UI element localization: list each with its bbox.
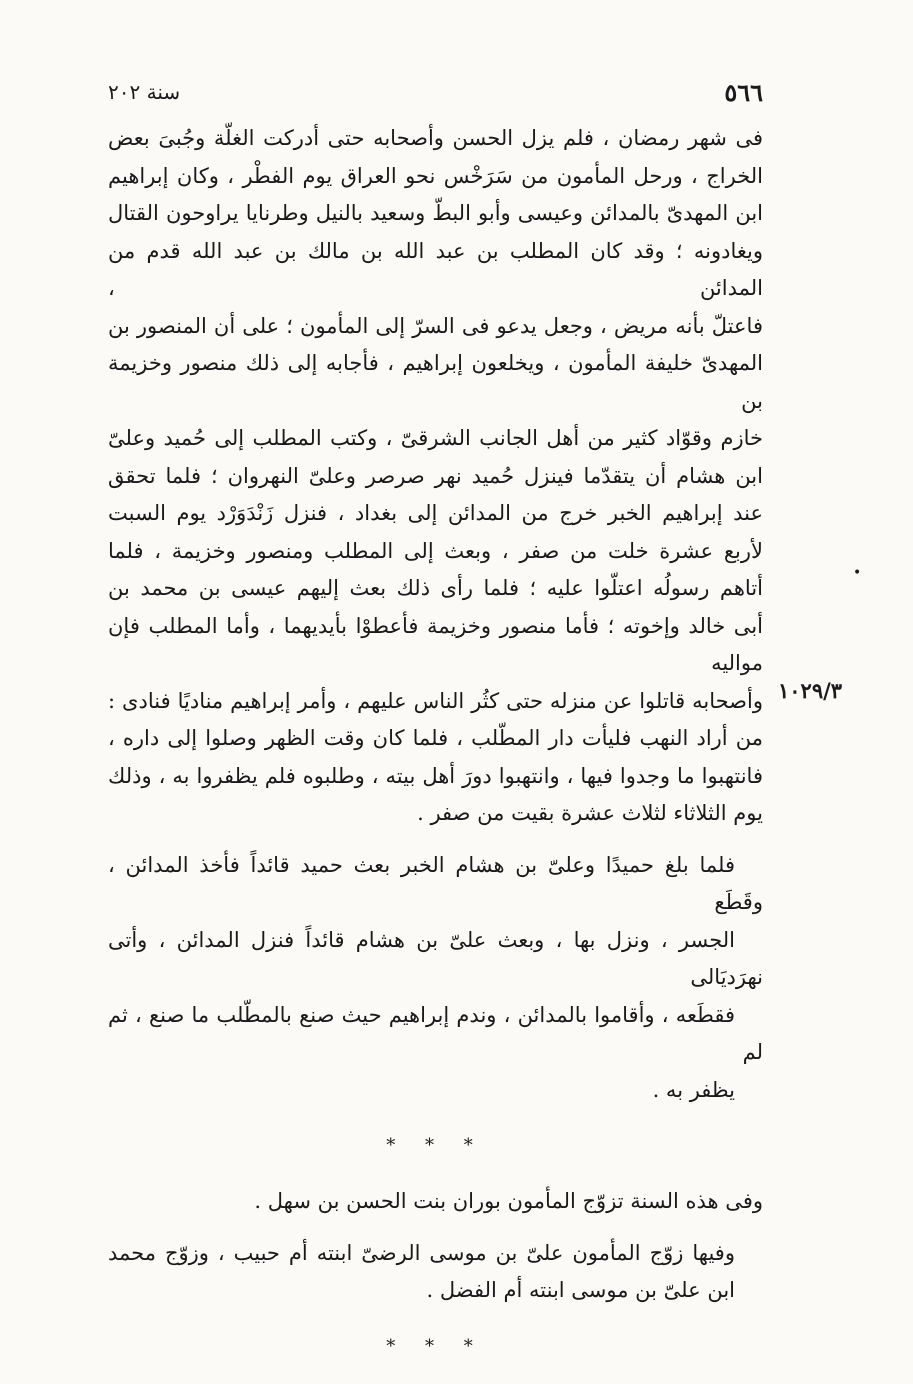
text-line: يوم الثلاثاء لثلاث عشرة بقيت من صفر . <box>417 801 763 825</box>
text-line: فلما بلغ حميدًا وعلىّ بن هشام الخبر بعث حميد قائداً فأخذ المدائن ، وقَطَع <box>108 852 763 914</box>
page-number: ٥٦٦ <box>724 78 763 107</box>
text-line: المهدىّ خليفة المأمون ، ويخلعون إبراهيم ، فأجابه إلى ذلك منصور وخزيمة بن <box>108 351 763 413</box>
text-line: أبى خالد وإخوته ؛ فأما منصور وخزيمة فأعطوْا بأيديهما ، وأما المطلب فإن مواليه <box>108 613 763 675</box>
text-line: فى شهر رمضان ، فلم يزل الحسن وأصحابه حتى أدركت الغلّة وجُبىَ بعض <box>108 126 763 150</box>
text-line: وفى هذه السنة تزوّج المأمون بوران بنت الحسن بن سهل . <box>254 1189 763 1213</box>
paragraph-3 <box>108 1183 763 1221</box>
paragraph-2 <box>108 847 763 1110</box>
text-line: ابن علىّ بن موسى ابنته أم الفضل . <box>426 1278 735 1302</box>
text-line: الجسر ، ونزل بها ، وبعث علىّ بن هشام قائداً فنزل المدائن ، وأتى نهرَديَالى <box>108 927 763 989</box>
margin-reference: ١٠٢٩/٣ <box>778 678 843 703</box>
text-line: وأصحابه قاتلوا عن منزله حتى كثُر الناس عليهم ، وأمر إبراهيم مناديًا فنادى : <box>108 688 763 713</box>
running-title-year: سنة ٢٠٢ <box>108 80 181 104</box>
text-line: وفيها زوّج المأمون علىّ بن موسى الرضىّ ابنته أم حبيب ، وزوّج محمد <box>108 1240 735 1265</box>
section-separator: * * * <box>386 1135 485 1156</box>
text-line: لأربع عشرة خلت من صفر ، وبعث إلى المطلب ومنصور وخزيمة ، فلما <box>108 538 763 563</box>
paragraph-4 <box>108 1235 763 1310</box>
text-line: فقطَعه ، وأقاموا بالمدائن ، وندم إبراهيم حيث صنع بالمطّلب ما صنع ، ثم لم <box>108 1002 763 1064</box>
margin-mark: • <box>853 565 862 581</box>
section-separator-end: * * * <box>386 1335 485 1357</box>
text-line: الخراج ، ورحل المأمون من سَرَخْس نحو العراق يوم الفطْر ، وكان إبراهيم <box>108 163 763 188</box>
text-line: فاعتلّ بأنه مريض ، وجعل يدعو فى السرّ إلى المأمون ؛ على أن المنصور بن <box>108 313 763 338</box>
text-line: من أراد النهب فليأت دار المطّلب ، فلما كان وقت الظهر وصلوا إلى داره ، <box>108 726 763 750</box>
page-header <box>108 78 763 108</box>
text-line: ابن هشام أن يتقدّما فينزل حُميد نهر صرصر وعلىّ النهروان ؛ فلما تحقق <box>108 463 763 488</box>
paragraph-1 <box>108 120 763 833</box>
text-line: أتاهم رسولُه اعتلّوا عليه ؛ فلما رأى ذلك بعث إليهم عيسى بن محمد بن <box>108 576 763 600</box>
text-line: فانتهبوا ما وجدوا فيها ، وانتهبوا دورَ أهل بيته ، وطلبوه فلم يظفروا به ، وذلك <box>108 763 763 788</box>
text-line: خازم وقوّاد كثير من أهل الجانب الشرقىّ ، وكتب المطلب إلى حُميد وعلىّ <box>108 426 763 450</box>
page-body <box>108 120 763 1384</box>
text-line: ويغادونه ؛ وقد كان المطلب بن عبد الله بن مالك بن عبد الله قدم من المدائن ، <box>108 238 763 300</box>
text-line: يظفر به . <box>652 1077 735 1102</box>
text-line: عند إبراهيم الخبر خرج من المدائن إلى بغداد ، فنزل زَنْدَوَرْد يوم السبت <box>108 501 763 525</box>
text-line: ابن المهدىّ بالمدائن وعيسى وأبو البطّ وسعيد بالنيل وطرنايا يراوحون القتال <box>108 201 763 225</box>
